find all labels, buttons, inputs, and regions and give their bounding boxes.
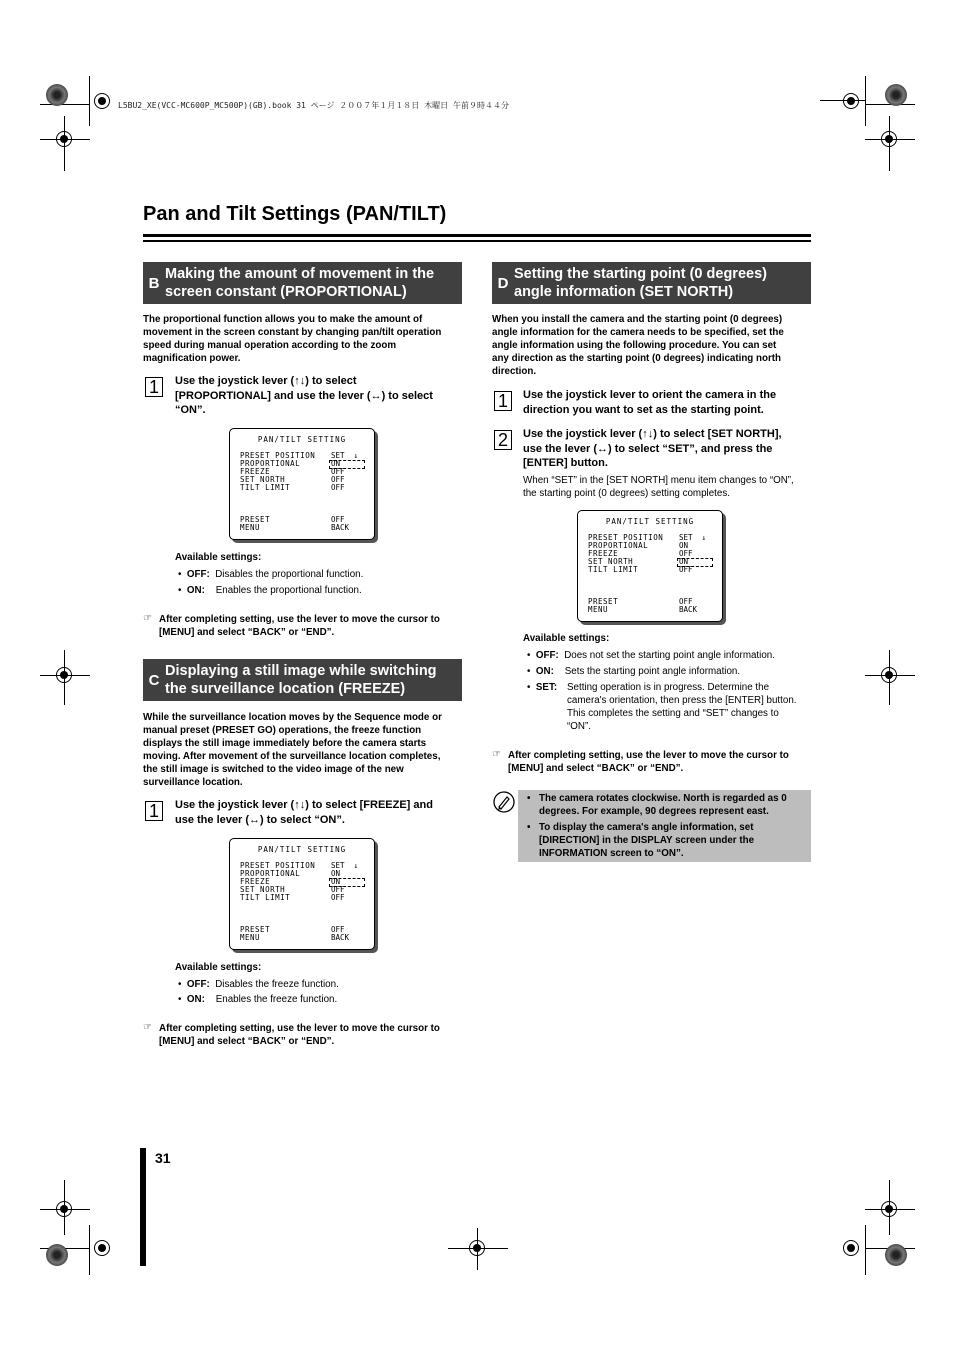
screen-value: BACK [679,605,698,614]
section-letter: C [148,671,160,689]
hint-item: • [527,793,531,804]
screen-value: ON [679,557,689,566]
registration-target-icon [94,93,110,109]
step-number: 1 [494,391,512,411]
setting-option: • SET: [527,682,558,693]
option-key: OFF: [186,569,210,580]
option-key: OFF: [535,650,559,661]
screen-value: OFF [679,549,693,558]
screen-cursor [329,878,365,887]
screen-row: PRESET POSITION [240,451,316,460]
screen-value: OFF [331,925,345,934]
option-desc-line: “ON”. [567,721,591,732]
menu-screen-freeze [229,838,375,950]
intro-line: any direction as the starting point (0 degrees) indicating north [492,353,782,364]
tip-line: [MENU] and select “BACK” or “END”. [159,1036,335,1047]
section-heading-line: Making the amount of movement in the [165,266,435,282]
setting-option: • ON: Enables the freeze function. [178,994,338,1005]
step-instruction [175,798,433,827]
screen-title: PAN/TILT SETTING [257,435,347,444]
print-header-line: L5BU2_XE(VCC-MC600P_MC500P)(GB).book 31 ページ ２００７年１月１８日 木曜日 午前９時４４分 [118,101,509,110]
intro-line: angle information using the following procedure. You can set [492,340,777,351]
registration-disc-icon [885,84,907,106]
screen-title: PAN/TILT SETTING [257,845,347,854]
intro-line: displays the still image immediately before the camera starts [143,738,427,749]
screen-row: PROPORTIONAL [240,459,301,468]
intro-line: the still image is switched to the video image of the new [143,764,404,775]
screen-value: OFF [331,467,345,476]
screen-value: BACK [331,933,350,942]
screen-value: SET ↓ [679,533,707,542]
screen-row: PRESET POSITION [588,533,664,542]
intro-line: direction. [492,366,537,377]
screen-row: SET NORTH [240,475,286,484]
option-desc: Sets the starting point angle information. [564,666,741,677]
screen-row: PRESET [240,925,271,934]
registration-target-icon [843,93,859,109]
registration-disc-icon [885,1244,907,1266]
option-key: ON: [535,666,554,677]
tip-icon: ☞ [492,749,501,760]
option-desc: Enables the proportional function. [215,585,362,596]
option-key: ON: [186,994,205,1005]
option-desc-line: camera's orientation, then press the [ENTER] button. [567,695,797,706]
option-key: OFF: [186,979,210,990]
step-number: 1 [145,801,163,821]
tip-line: [MENU] and select “BACK” or “END”. [159,627,335,638]
screen-row: TILT LIMIT [240,483,291,492]
section-heading-line: Displaying a still image while switching [165,663,437,679]
hint-item-text [539,792,787,818]
option-desc [567,681,797,733]
setting-option: • ON: Sets the starting point angle information. [527,666,741,677]
note-line: When “SET” in the [SET NORTH] menu item changes to “ON”, [523,475,794,486]
crop-mark [40,675,90,676]
intro-line: magnification power. [143,353,241,364]
step-instruction [523,388,776,417]
screen-value: SET ↓ [331,861,359,870]
option-desc: Disables the freeze function. [215,979,339,990]
intro-line: When you install the camera and the starting point (0 degrees) [492,314,783,325]
screen-cursor [329,460,365,469]
registration-target-icon [843,1240,859,1256]
setting-option: • OFF: Does not set the starting point angle information. [527,650,775,661]
screen-row: FREEZE [588,549,619,558]
hint-line: The camera rotates clockwise. North is regarded as 0 [539,793,787,804]
registration-target-icon [56,1201,72,1217]
screen-row: SET NORTH [588,557,634,566]
page-side-bar [140,1148,146,1266]
screen-value: OFF [331,483,345,492]
section-heading-line: screen constant (PROPORTIONAL) [165,284,407,300]
section-c-intro [143,711,442,789]
crop-mark [865,76,866,126]
page-title: Pan and Tilt Settings (PAN/TILT) [143,203,447,225]
step-number: 1 [145,377,163,397]
step-line: “ON”. [175,404,206,416]
intro-line: The proportional function allows you to make the amount of [143,314,423,325]
hint-line: INFORMATION screen to “ON”. [539,848,684,859]
option-desc-line: Setting operation is in progress. Determine the [567,682,770,693]
registration-target-icon [881,1201,897,1217]
screen-value: ON [331,877,341,886]
registration-disc-icon [46,1244,68,1266]
step-line: direction you want to set as the starting point. [523,403,764,416]
screen-value: ON [331,459,341,468]
section-b-intro [143,313,441,365]
tip-text [159,1022,440,1048]
screen-value: OFF [331,515,345,524]
screen-row: MENU [240,933,261,942]
section-d-heading [492,262,811,304]
step-line: [ENTER] button. [523,457,608,469]
setting-option: • ON: Enables the proportional function. [178,585,362,596]
tip-icon: ☞ [143,1022,152,1033]
step-line: Use the joystick lever (↑↓) to select [SET NORTH], [523,428,782,440]
crop-mark [89,1225,90,1275]
menu-screen-set-north [577,510,723,622]
screen-row: PRESET [588,597,619,606]
screen-row: SET NORTH [240,885,286,894]
available-settings-label: Available settings: [523,633,610,644]
tip-line: After completing setting, use the lever to move the cursor to [508,750,789,761]
step-line: use the lever (↔) to select “ON”. [175,813,345,826]
screen-row: FREEZE [240,467,271,476]
note-line: the starting point (0 degrees) setting completes. [523,488,730,499]
section-d-intro [492,313,784,378]
step-line: [PROPORTIONAL] and use the lever (↔) to select [175,389,433,402]
title-rule [143,234,811,237]
registration-target-icon [881,131,897,147]
page-number: 31 [155,1150,171,1166]
available-settings-label: Available settings: [175,552,262,563]
screen-row: PRESET [240,515,271,524]
option-key: ON: [186,585,205,596]
screen-row: PROPORTIONAL [588,541,649,550]
option-key: SET: [535,682,558,693]
registration-target-icon [94,1240,110,1256]
section-letter: B [148,274,160,292]
available-settings-label: Available settings: [175,962,262,973]
tip-text [508,749,789,775]
tip-line: After completing setting, use the lever to move the cursor to [159,614,440,625]
tip-line: After completing setting, use the lever to move the cursor to [159,1023,440,1034]
section-heading-line: the surveillance location (FREEZE) [165,681,406,697]
hint-item: • [527,822,531,833]
intro-line: movement in the screen constant by changing pan/tilt operation [143,327,442,338]
crop-mark [889,650,890,705]
setting-option: • OFF: Disables the freeze function. [178,979,339,990]
step-instruction [523,427,782,471]
step-note [523,474,794,500]
screen-value: OFF [679,565,693,574]
screen-cursor [677,558,713,567]
intro-line: moving. After movement of the surveillance location completes, [143,751,441,762]
step-number: 2 [494,430,512,450]
tip-text [159,613,440,639]
title-rule [143,240,811,242]
hint-line: [DIRECTION] in the DISPLAY screen under the [539,835,755,846]
step-line: Use the joystick lever to orient the camera in the [523,389,777,401]
screen-row: PRESET POSITION [240,861,316,870]
crop-mark [64,650,65,705]
crop-mark [89,76,90,126]
screen-value: SET ↓ [331,451,359,460]
registration-target-icon [56,131,72,147]
hint-item-text [539,821,754,860]
option-desc: Does not set the starting point angle information. [564,650,775,661]
intro-line: speed during manual operation according to the zoom [143,340,397,351]
screen-row: TILT LIMIT [588,565,639,574]
screen-value: OFF [331,475,345,484]
crop-mark [865,1225,866,1275]
screen-row: PROPORTIONAL [240,869,301,878]
screen-row: FREEZE [240,877,271,886]
crop-mark [865,675,915,676]
screen-value: ON [679,541,689,550]
section-heading-line: Setting the starting point (0 degrees) [514,266,767,282]
step-line: Use the joystick lever (↑↓) to select [175,375,357,387]
step-line: Use the joystick lever (↑↓) to select [FREEZE] and [175,799,433,811]
option-desc: Enables the freeze function. [215,994,338,1005]
section-letter: D [497,274,509,292]
crop-mark [40,104,90,105]
pencil-hint-icon [492,790,516,814]
screen-value: OFF [679,597,693,606]
registration-disc-icon [46,84,68,106]
intro-line: manual preset (PRESET GO) operations, the freeze function [143,725,422,736]
setting-option: • OFF: Disables the proportional function. [178,569,364,580]
screen-value: ON [331,869,341,878]
tip-icon: ☞ [143,613,152,624]
step-instruction [175,374,433,418]
intro-line: angle information for the camera needs to be specified, set the [492,327,784,338]
tip-line: [MENU] and select “BACK” or “END”. [508,763,684,774]
option-desc-line: This completes the setting and “SET” changes to [567,708,779,719]
section-b-heading [143,262,462,304]
step-line: use the lever (↔) to select “SET”, and press the [523,442,773,455]
registration-target-icon [469,1240,485,1256]
section-c-heading [143,659,462,701]
screen-title: PAN/TILT SETTING [605,517,695,526]
screen-value: OFF [331,893,345,902]
intro-line: surveillance location. [143,777,243,788]
screen-row: MENU [240,523,261,532]
option-desc: Disables the proportional function. [215,569,364,580]
menu-screen-proportional [229,428,375,540]
intro-line: While the surveillance location moves by the Sequence mode or [143,712,442,723]
screen-row: MENU [588,605,609,614]
section-heading-line: angle information (SET NORTH) [514,284,734,300]
hint-line: degrees. For example, 90 degrees represent east. [539,806,769,817]
screen-row: TILT LIMIT [240,893,291,902]
hint-line: To display the camera's angle information, set [539,822,754,833]
screen-value: BACK [331,523,350,532]
screen-value: OFF [331,885,345,894]
